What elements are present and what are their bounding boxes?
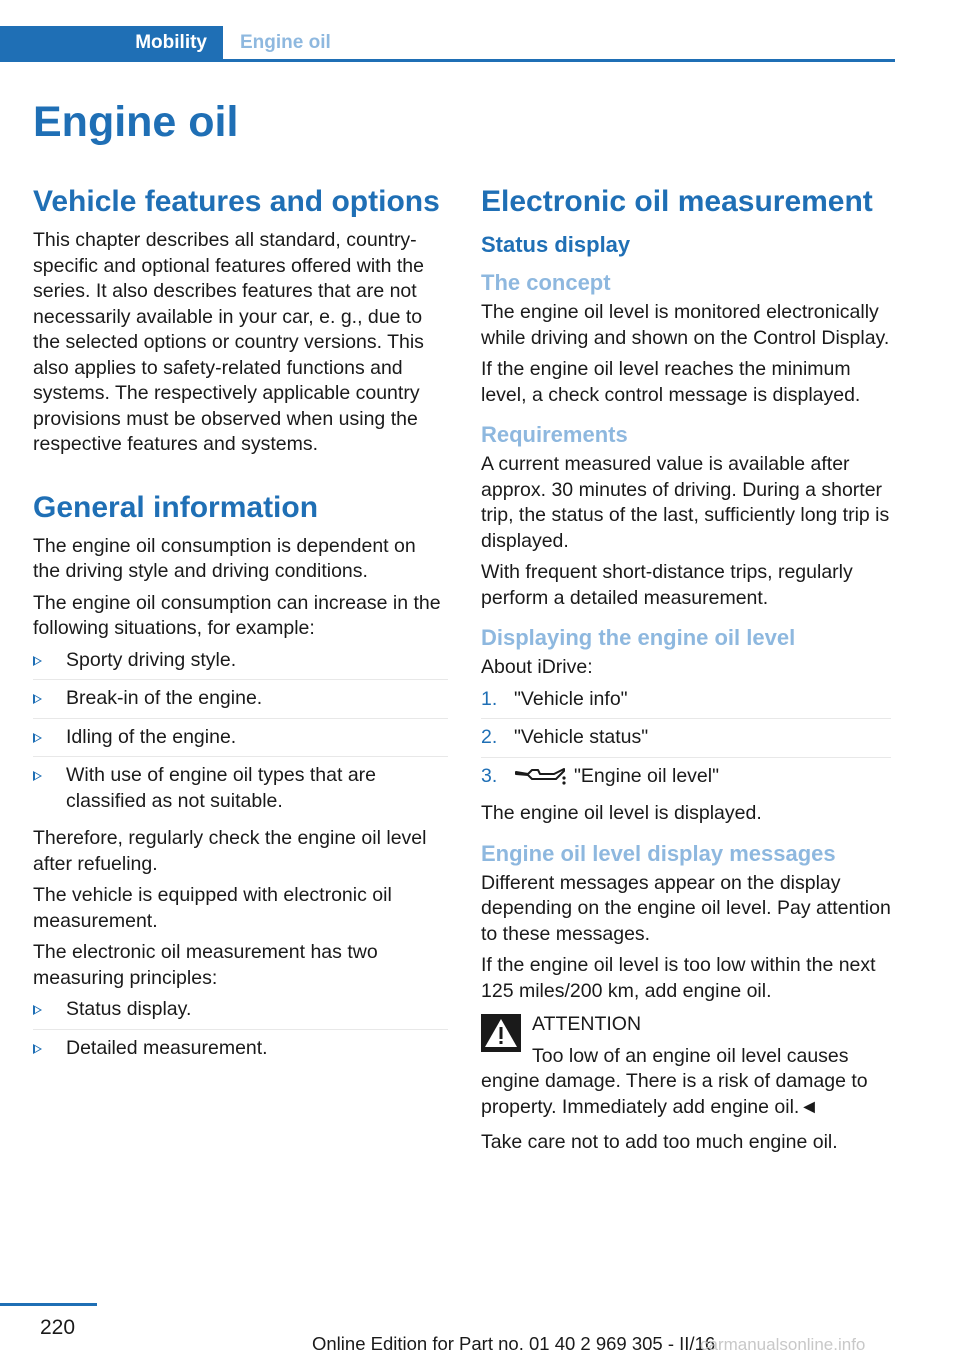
oil-can-icon: [514, 766, 568, 786]
warning-text: Too low of an engine oil level causes engine damage. There is a risk of damage to property. Immediately add engine oil.◄: [481, 1044, 868, 1118]
watermark: carmanualsonline.info: [700, 1335, 866, 1354]
principles-list: [33, 997, 448, 1067]
requirements-heading: Requirements: [481, 422, 628, 447]
general-p5: The electronic oil measurement has two measuring principles:: [33, 941, 378, 989]
requirements-p2: With frequent short-distance trips, regularly perform a detailed measurement.: [481, 561, 853, 609]
list-item: 2. "Vehicle status": [481, 725, 891, 758]
vehicle-features-heading: Vehicle features and options: [33, 185, 440, 218]
list-item: Sporty driving style.: [33, 648, 448, 681]
list-item: 3. "Engine oil level": [481, 764, 720, 787]
concept-p2: If the engine oil level reaches the minimum level, a check control message is displayed.: [481, 358, 861, 406]
right-column: [481, 182, 891, 1162]
electronic-oil-heading: Electronic oil measurement: [481, 185, 873, 218]
triangle-bullet-icon: [33, 1044, 42, 1054]
situation-list: [33, 648, 448, 821]
messages-p2: If the engine oil level is too low within the next 125 miles/200 km, add engine oil.: [481, 954, 876, 1002]
page-title: Engine oil: [33, 98, 239, 146]
displaying-result: The engine oil level is displayed.: [481, 802, 762, 824]
general-p1: The engine oil consumption is dependent on the driving style and driving conditions.: [33, 534, 416, 582]
tab-engine-oil[interactable]: Engine oil: [240, 32, 331, 53]
general-information-heading: General information: [33, 490, 319, 524]
list-item: With use of engine oil types that are classified as not suitable.: [33, 763, 448, 820]
footer-rule: [0, 1303, 97, 1306]
triangle-bullet-icon: [33, 656, 42, 666]
steps-list: [481, 687, 891, 796]
general-p2: The engine oil consumption can increase in the following situations, for example:: [33, 591, 441, 639]
general-p3: Therefore, regularly check the engine oil level after refueling.: [33, 827, 427, 875]
list-item: 1. "Vehicle info": [481, 687, 891, 720]
page-number: 220: [40, 1316, 76, 1339]
vehicle-features-body: This chapter describes all standard, country-specific and optional features offered with the series. It also describes features that are not necessarily available in your car, e. g., due to the selected options or country versions. This also applies to safety-related functions and systems. The respectively applicable country provisions must be observed when using the respective features and systems.: [33, 229, 424, 455]
header-tabs: [0, 26, 895, 62]
triangle-bullet-icon: [33, 1005, 42, 1015]
triangle-bullet-icon: [33, 694, 42, 704]
list-item: Idling of the engine.: [33, 725, 448, 758]
idrive-intro: About iDrive:: [481, 656, 593, 678]
general-p4: The vehicle is equipped with electronic oil measurement.: [33, 884, 392, 932]
concept-p1: The engine oil level is monitored electronically while driving and shown on the Control Display.: [481, 301, 890, 349]
list-item: Status display.: [33, 997, 448, 1030]
displaying-heading: Displaying the engine oil level: [481, 625, 796, 650]
messages-heading: Engine oil level display messages: [481, 840, 836, 866]
status-display-heading: Status display: [481, 232, 631, 257]
warning-title: ATTENTION: [532, 1013, 642, 1035]
messages-p1: Different messages appear on the display depending on the engine oil level. Pay attention to these messages.: [481, 871, 891, 945]
header-rule: [0, 59, 895, 62]
list-item: Break-in of the engine.: [33, 686, 448, 719]
list-item: Detailed measurement.: [33, 1036, 448, 1068]
messages-p3: Take care not to add too much engine oil.: [481, 1131, 838, 1153]
triangle-bullet-icon: [33, 771, 42, 781]
warning-triangle-icon: [481, 1014, 521, 1052]
tab-mobility[interactable]: Mobility: [0, 26, 223, 59]
triangle-bullet-icon: [33, 733, 42, 743]
attention-notice: [481, 1012, 891, 1120]
left-column: [33, 182, 448, 1073]
requirements-p1: A current measured value is available after approx. 30 minutes of driving. During a shorter trip, the status of the last, sufficiently long trip is displayed.: [481, 453, 890, 552]
edition-text: Online Edition for Part no. 01 40 2 969 305 - II/16: [312, 1333, 716, 1354]
concept-heading: The concept: [481, 270, 611, 295]
